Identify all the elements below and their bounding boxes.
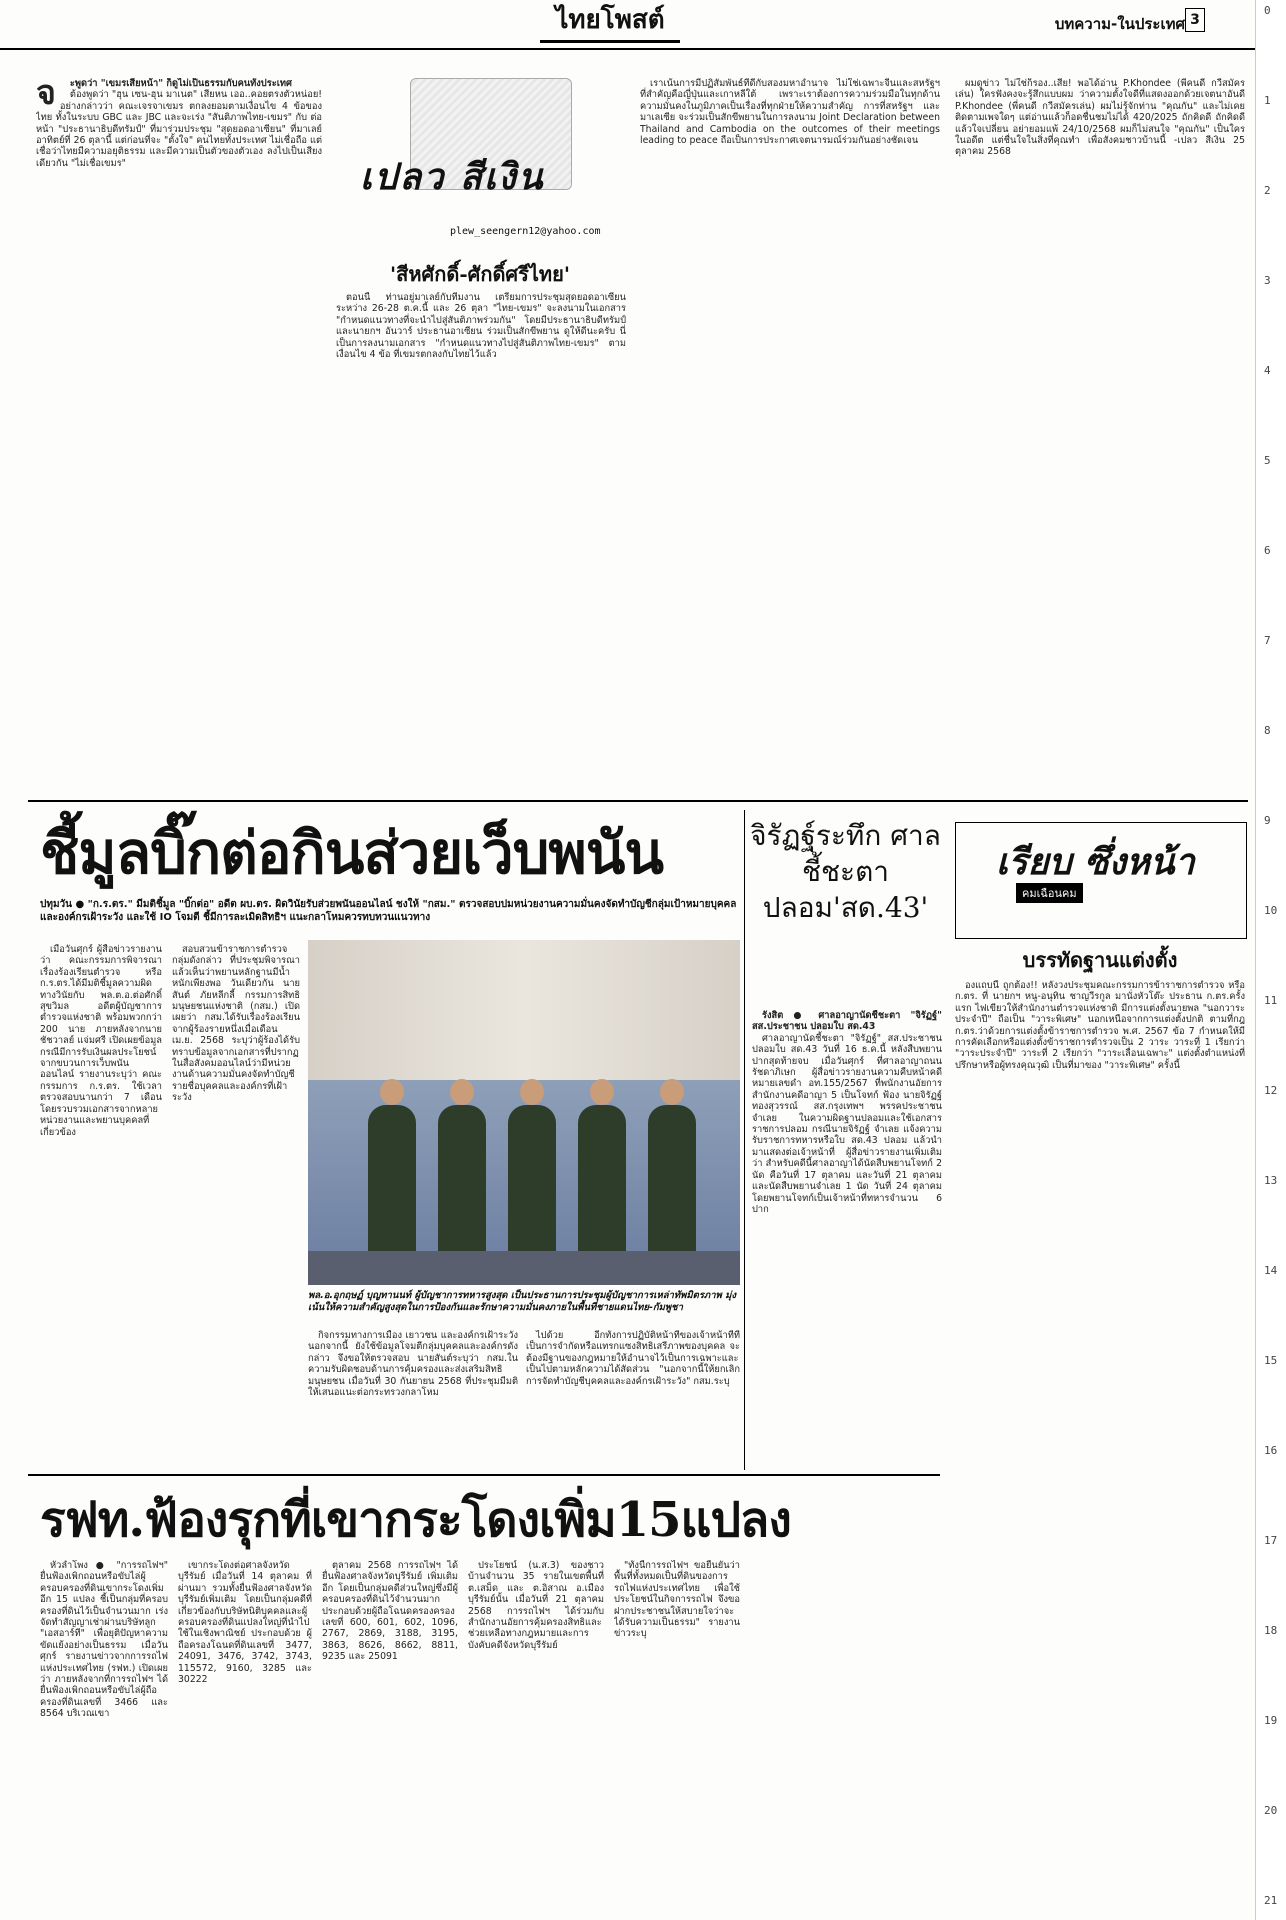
newspaper-logo: ไทยโพสต์ — [540, 4, 680, 43]
ruler-number: 7 — [1264, 634, 1271, 647]
column-paragraph: เราเน้นการมีปฏิสัมพันธ์ที่ดีกับสองมหาอำนาจ ไม่ใช่เฉพาะจีนและสหรัฐฯ ที่สำคัญคือญี่ปุ่นและเกาหลีใต้ เพราะเราต้องการความร่วมมือในทุกด้าน ความมั่นคงในภูมิภาคเป็นเรื่องที่ทุกฝ่ายให้ความสำคัญ การที่สหรัฐฯ และมาเลเซีย จะร่วมเป็นสักขีพยานในการลงนาม Joint Declaration between Thailand and Cambodia on the outcomes of their meetings leading to peace ถือเป็นการประกาศเจตนารมณ์ร่วมกันอย่างชัดเจน — [640, 78, 940, 147]
ruler-number: 19 — [1264, 1714, 1278, 1727]
lead-body-3 — [308, 1330, 518, 1464]
bottom-body-2 — [178, 1560, 312, 1910]
photo-person — [508, 1105, 556, 1255]
page-number: 3 — [1185, 8, 1205, 32]
lead-body-4 — [526, 1330, 740, 1464]
ruler-number: 3 — [1264, 274, 1271, 287]
section-divider — [28, 800, 1248, 802]
lead-photo — [308, 940, 740, 1285]
photo-floor — [308, 1251, 740, 1285]
column-paragraph: ตอนนี้ ท่านอยู่มาเลย์กับทีมงาน เตรียมการประชุมสุดยอดอาเซียน ระหว่าง 26-28 ต.ค.นี้ และ 26 ตุลา "ไทย-เขมร" จะลงนามในเอกสาร "กำหนดแนวทางที่จะนำไปสู่สันติภาพร่วมกัน" โดยมีประธานาธิบดีทรัมป์ และนายกฯ อันวาร์ ประธานอาเซียน ร่วมเป็นสักขีพยาน ดูให้ดีนะครับ นี่เป็นการลงนามเอกสาร "กำหนดแนวทางไปสู่สันติภาพไทย-เขมร" ตามเงื่อนไข 4 ข้อ ที่เขมรตกลงกับไทยไว้แล้ว — [336, 292, 626, 361]
ruler-number: 0 — [1264, 4, 1271, 17]
ruler-number: 4 — [1264, 364, 1271, 377]
paragraph: กิจกรรมทางการเมือง เยาวชน และองค์กรเฝ้าระวัง นอกจากนี้ ยังใช้ข้อมูลโจมตีกลุ่มบุคคลและองค์กรดังกล่าว จึงขอให้ตรวจสอบ นายสันต์ระบุว่า กสม.ในความรับผิดชอบด้านการคุ้มครองและส่งเสริมสิทธิมนุษยชน เมื่อวันที่ 30 กันยายน 2568 ที่ประชุมมีมติให้เสนอแนะต่อกระทรวงกลาโหม — [308, 1330, 518, 1399]
bottom-body-3 — [322, 1560, 458, 1910]
photo-person — [368, 1105, 416, 1255]
column-text-4 — [955, 78, 1245, 790]
photo-caption: พล.อ.อุกฤษฏ์ บุญทานนท์ ผู้บัญชาการทหารสูงสุด เป็นประธานการประชุมผู้บัญชาการเหล่าทัพมิตรภาพ มุ่งเน้นให้ความสำคัญสูงสุดในการป้องกันและรักษาความมั่นคงภายในพื้นที่ชายแดนไทย-กัมพูชา — [308, 1290, 737, 1313]
box-column-title: บรรทัดฐานแต่งตั้ง — [1022, 948, 1178, 972]
section-divider — [28, 1474, 940, 1476]
column-text-3 — [640, 78, 940, 790]
paragraph: เมื่อวันศุกร์ ผู้สื่อข่าวรายงานว่า คณะกรรมการพิจารณาเรื่องร้องเรียนตำรวจ หรือ ก.ร.ตร.ได้มีมติชี้มูลความผิดทางวินัยกับ พล.ต.อ.ต่อศักดิ์ สุขวิมล อดีตผู้บัญชาการตำรวจแห่งชาติ พร้อมพวกกว่า 200 นาย ภายหลังจากนายชัชวาลย์ แจ่มศรี เปิดเผยข้อมูลกรณีมีการรับเงินผลประโยชน์จากขบวนการเว็บพนันออนไลน์ รายงานระบุว่า คณะกรรมการ ก.ร.ตร. ใช้เวลาตรวจสอบนานกว่า 7 เดือน โดยรวบรวมเอกสารจากหลายหน่วยงานและพยานบุคคลที่เกี่ยวข้อง — [40, 944, 162, 1138]
masthead — [0, 0, 1255, 50]
paragraph: หัวลำโพง ● "การรถไฟฯ" ยื่นฟ้องเพิกถอนหรือขับไล่ผู้ครอบครองที่ดินเขากระโดงเพิ่มอีก 15 แปลง ชี้เป็นกลุ่มที่ครอบครองที่ดินไว้เป็นจำนวนมาก เร่งจัดทำสัญญาเช่าผ่านบริษัทลูก "เอสอาร์ที" เพื่อยุติปัญหาความขัดแย้งอย่างเป็นธรรม เมื่อวันศุกร์ รายงานข่าวจากการรถไฟแห่งประเทศไทย (รฟท.) เปิดเผยว่า ภายหลังจากที่การรถไฟฯ ได้ยื่นฟ้องเพิกถอนหรือขับไล่ผู้ถือครองที่ดินเลขที่ 3466 และ 8564 บริเวณเขา — [40, 1560, 168, 1720]
bottom-body-1 — [40, 1560, 168, 1910]
column-paragraph: ต้องพูดว่า "ฮุน เซน-ฮุน มาเนต" เสียหน เออ..คอยตรงตัวหน่อย! อย่างกล่าวว่า คณะเจรจาเขมร ตกลงยอมตามเงื่อนไข 4 ข้อของไทย ทั้งในระบบ GBC และ JBC และจะเร่ง "สันติภาพไทย-เขมร" กับ ต่อหน้า "ประธานาธิบดีทรัมป์" ที่มาร่วมประชุม "สุดยอดอาเซียน" ที่มาเลย์ อาทิตย์ที่ 26 ตุลานี้ แต่ก่อนที่จะ "ตั้งใจ" คนไทยทั้งประเทศ ไม่เชื่อถือ แต่เชื่อว่าไทยมีความอยุติธรรม และมีความเป็นตัวของตัวเอง ลงไปเป็นเสียงเดียวกัน "ไม่เชื่อเขมร" — [36, 89, 322, 169]
box-column-body — [955, 980, 1245, 1890]
bottom-body-5 — [614, 1560, 740, 1910]
paragraph: ศาลอาญานัดชี้ชะตา "จิรัฏฐ์" สส.ประชาชน ปลอมใบ สด.43 วันที่ 16 ธ.ค.นี้ หลังสืบพยานปากสุดท้ายจบ เมื่อวันศุกร์ ที่ศาลอาญาถนนรัชดาภิเษก ผู้สื่อข่าวรายงานความคืบหน้าคดีหมายเลขดำ อท.155/2567 ที่พนักงานอัยการ สำนักงานคดีอาญา 5 เป็นโจทก์ ฟ้อง นายจิรัฏฐ์ ทองสุวรรณ์ สส.กรุงเทพฯ พรรคประชาชน จำเลย ในความผิดฐานปลอมและใช้เอกสารราชการปลอม กรณีนายจิรัฏฐ์ จำเลย แจ้งความรับราชการทหารหรือใบ สด.43 ปลอม แล้วนำมาแสดงต่อเจ้าหน้าที่ ผู้สื่อข่าวรายงานเพิ่มเติมว่า สำหรับคดีนี้ศาลอาญาได้นัดสืบพยานโจทก์ 2 นัด คือวันที่ 17 ตุลาคม และวันที่ 21 ตุลาคม และนัดสืบพยานจำเลย 1 นัด วันที่ 24 ตุลาคม โดยพยานโจทก์เป็นเจ้าหน้าที่ทหารจำนวน 6 ปาก — [752, 1032, 942, 1215]
ruler-number: 10 — [1264, 904, 1278, 917]
columnist-email: plew_seengern12@yahoo.com — [450, 226, 601, 237]
ruler-number: 14 — [1264, 1264, 1278, 1277]
paragraph: องแถบนี้ ถูกต้อง!! หลังวงประชุมคณะกรรมการข้าราชการตำรวจ หรือ ก.ตร. ที่ นายกฯ หนู-อนุทิน ชาญวีรกูล มานั่งหัวโต๊ะ ประธาน ก.ตร.ครั้งแรก ไฟเขียวให้สำนักงานตำรวจแห่งชาติ มีการแต่งตั้งนายพล "นอกวาระประจำปี" ถือเป็น "วาระพิเศษ" นอกเหนือจากการแต่งตั้งปกติ ตามที่กฎ ก.ตร.ว่าด้วยการแต่งตั้งข้าราชการตำรวจ พ.ศ. 2567 ข้อ 7 กำหนดให้มีการคัดเลือกหรือแต่งตั้งข้าราชการตำรวจเป็น 2 วาระ วาระที่ 1 เรียกว่า "วาระประจำปี" วาระที่ 2 เรียกว่า "วาระเลื่อนเฉพาะ" แต่งตั้งตำแหน่งที่ปรึกษาหรือผู้ทรงคุณวุฒิ เป็นที่มาของ "วาระพิเศษ" ครั้งนี้ — [955, 980, 1245, 1071]
ruler-number: 16 — [1264, 1444, 1278, 1457]
column-paragraph: ผมดูข่าว ไม่ใช่ก็รอง..เสีย! พอได้อ่าน P.Khondee (พี่คนดี กวีสมัครเล่น) ใครฟังคงจะรู้สึกแบบผม ว่าความตั้งใจดีที่แสดงออกด้วยเจตนาอันดี P.Khondee (พี่คนดี กวีสมัครเล่น) ผมไม่รู้จักท่าน "คุณกัน" และไม่เคยติดตามเพจใดๆ แต่อ่านแล้วก็อดชื่นชมไม่ได้ 420/2025 ถักคิดดี ถักคิดดี แล้วใจเปลี่ยน อย่ายอมแพ้ 24/10/2568 ผมก็ไม่สนใจ "คุณกัน" เป็นใครในอดีต แต่ชื่นใจในสิ่งที่คุณทำ เพื่อสังคมชาวบ้านนี้ -เปลว สีเงิน 25 ตุลาคม 2568 — [955, 78, 1245, 158]
column-header — [330, 58, 630, 258]
bottom-body-4 — [468, 1560, 604, 1910]
ruler-number: 12 — [1264, 1084, 1278, 1097]
ruler-number: 11 — [1264, 994, 1278, 1007]
photo-person — [578, 1105, 626, 1255]
photo-person — [648, 1105, 696, 1255]
lead-headline: ชี้มูลบิ๊กต่อกินส่วยเว็บพนัน — [40, 819, 664, 887]
drop-cap: จ — [36, 78, 56, 113]
box-column-header — [955, 822, 1247, 939]
paragraph: ไปด้วย อีกทั้งการปฏิบัติหน้าที่ของเจ้าหน้าที่ที่เป็นการจำกัดหรือแทรกแซงสิทธิเสรีภาพของบุคคล จะต้องมีฐานของกฎหมายให้อำนาจไว้เป็นการเฉพาะและเป็นไปตามหลักความได้สัดส่วน "นอกจากนี้ให้ยกเลิกการจัดทำบัญชีบุคคลและองค์กรเฝ้าระวัง" กสม.ระบุ — [526, 1330, 740, 1387]
ruler-number: 21 — [1264, 1894, 1278, 1907]
box-column-logo: เรียบ ซึ่งหน้า — [996, 841, 1195, 883]
paragraph: "ทั้งนี้การรถไฟฯ ขอยืนยันว่า พื้นที่ทั้งหมดเป็นที่ดินของการรถไฟแห่งประเทศไทย เพื่อใช้ประโยชน์ในกิจการรถไฟ จึงขอฝากประชาชนให้สบายใจว่าจะได้รับความเป็นธรรม" รายงานข่าวระบุ — [614, 1560, 740, 1640]
paragraph: เขากระโดงต่อศาลจังหวัดบุรีรัมย์ เมื่อวันที่ 14 ตุลาคม ที่ผ่านมา รวมทั้งยื่นฟ้องศาลจังหวัดบุรีรัมย์เพิ่มเติม โดยเป็นกลุ่มคดีที่เกี่ยวข้องกับบริษัทนิติบุคคลและผู้ครอบครองที่ดินแปลงใหญ่ที่นำไปใช้ในเชิงพาณิชย์ ประกอบด้วย ผู้ถือครองโฉนดที่ดินเลขที่ 3477, 24091, 3476, 3742, 3743, 115572, 9160, 3285 และ 30222 — [178, 1560, 312, 1686]
column-rule — [744, 810, 745, 1470]
side-body — [752, 1010, 942, 1890]
side-headline: จิรัฏฐ์ระทึก ศาลชี้ชะตาปลอม'สด.43' — [750, 819, 941, 924]
ruler-number: 1 — [1264, 94, 1271, 107]
paragraph: ประโยชน์ (น.ส.3) ของชาวบ้านจำนวน 35 รายในเขตพื้นที่ ต.เสม็ด และ ต.อิสาณ อ.เมืองบุรีรัมย์นั้น เมื่อวันที่ 21 ตุลาคม 2568 การรถไฟฯ ได้ร่วมกับสำนักงานอัยการคุ้มครองสิทธิและช่วยเหลือทางกฎหมายและการบังคับคดีจังหวัดบุรีรัมย์ — [468, 1560, 604, 1651]
lead-body-1 — [40, 944, 162, 1464]
ruler-number: 6 — [1264, 544, 1271, 557]
ruler-number: 15 — [1264, 1354, 1278, 1367]
paragraph: สอบสวนข้าราชการตำรวจกลุ่มดังกล่าว ที่ประชุมพิจารณาแล้วเห็นว่าพยานหลักฐานมีน้ำหนักเพียงพอ วันเดียวกัน นายสันต์ ภัยหลีกลี้ กรรมการสิทธิมนุษยชนแห่งชาติ (กสม.) เปิดเผยว่า กสม.ได้รับเรื่องร้องเรียนจากผู้ร้องรายหนึ่งเมื่อเดือน เม.ย. 2568 ระบุว่าผู้ร้องได้รับทราบข้อมูลจากเอกสารที่ปรากฏในสื่อสังคมออนไลน์ว่ามีหน่วยงานด้านความมั่นคงจัดทำบัญชีรายชื่อบุคคลและองค์กรที่เฝ้าระวัง — [172, 944, 300, 1104]
ruler-number: 2 — [1264, 184, 1271, 197]
ruler-number: 20 — [1264, 1804, 1278, 1817]
column-opening: ะพูดว่า "เขมรเสียหน้า" ก็ดูไม่เป็นธรรมกับคนทั้งประเทศ — [69, 78, 292, 89]
section-title: บทความ-ในประเทศ — [1054, 15, 1185, 33]
ruler-number: 5 — [1264, 454, 1271, 467]
columnist-signature: เปลว สีเงิน — [360, 156, 545, 198]
column-title: 'สีหศักดิ์-ศักดิ์ศรีไทย' — [390, 262, 570, 286]
ruler-number: 18 — [1264, 1624, 1278, 1637]
paragraph: ตุลาคม 2568 การรถไฟฯ ได้ยื่นฟ้องศาลจังหวัดบุรีรัมย์ เพิ่มเติมอีก โดยเป็นกลุ่มคดีส่วนใหญ่ซึ่งมีผู้ครอบครองที่ดินไว้จำนวนมาก ประกอบด้วยผู้ถือโฉนดครองครองเลขที่ 600, 601, 602, 1096, 2767, 2869, 3188, 3195, 3863, 8626, 8662, 8811, 9235 และ 25091 — [322, 1560, 458, 1663]
photo-person — [438, 1105, 486, 1255]
line-number-ruler — [1255, 0, 1286, 1920]
lead-lede: ปทุมวัน ● "ก.ร.ตร." มีมติชี้มูล "บิ๊กต่อ" อดีต ผบ.ตร. ผิดวินัยรับส่วยพนันออนไลน์ ชงให้ "กสม." ตรวจสอบปมหน่วยงานความมั่นคงจัดทำบัญชีกลุ่มเป้าหมายบุคคลและองค์กรเฝ้าระวัง และใช้ IO โจมตี ชี้มีการละเมิดสิทธิฯ แนะกลาโหมควรทบทวนแนวทาง — [40, 899, 737, 923]
column-text-1 — [36, 78, 322, 790]
ruler-number: 17 — [1264, 1534, 1278, 1547]
ruler-number: 9 — [1264, 814, 1271, 827]
side-lede: รังสิต ● ศาลอาญานัดชี้ชะตา "จิรัฏฐ์" สส.ประชาชน ปลอมใบ สด.43 — [752, 1010, 942, 1033]
lead-body-2 — [172, 944, 300, 1464]
box-column-subtitle: คมเฉือนคม — [1016, 883, 1083, 903]
photo-backdrop — [308, 940, 740, 1080]
ruler-number: 13 — [1264, 1174, 1278, 1187]
column-text-2 — [336, 292, 626, 792]
bottom-headline: รฟท.ฟ้องรุกที่เขากระโดงเพิ่ม15แปลง — [40, 1492, 791, 1548]
ruler-number: 8 — [1264, 724, 1271, 737]
